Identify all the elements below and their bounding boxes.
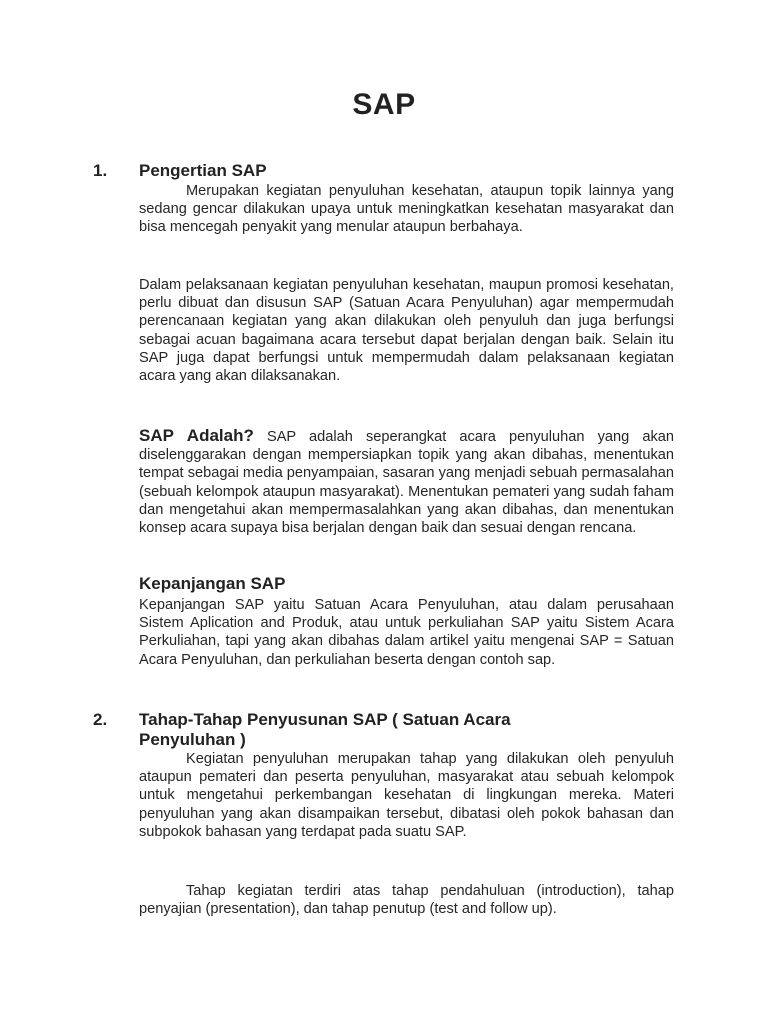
section-1-number: 1. [93,161,108,180]
kepanjangan-sap-heading: Kepanjangan SAP [139,574,286,593]
sap-adalah-text: SAP adalah seperangkat acara penyuluhan yang akan diselenggarakan dengan mempersiapkan topik yang akan dibahas, menentukan tempat sebagai media penyampaian, sasaran yang menjadi sebuah permasalahan (sebuah kelompok ataupun masyarakat). Menentukan pemateri yang sudah faham dan mengetahui akan mempermasalahkan yang akan dibahas, dan menentukan konsep acara supaya bisa berjalan dengan baik dan sesuai dengan rencana. [139,429,674,537]
sap-adalah-heading: SAP Adalah? [139,426,254,445]
section-1-paragraph-1: Merupakan kegiatan penyuluhan kesehatan, ataupun topik lainnya yang sedang gencar dilakukan upaya untuk meningkatkan kesehatan masyarakat dan bisa mencegah penyakit yang menular ataupun berbahaya. [139,183,674,236]
kepanjangan-sap-paragraph: Kepanjangan SAP yaitu Satuan Acara Penyuluhan, atau dalam perusahaan Sistem Aplication and Produk, atau untuk perkuliahan SAP yaitu Sistem Acara Perkuliahan, tapi yang akan dibahas dalam artikel yaitu mengenai SAP = Satuan Acara Penyuluhan, dan perkuliahan beserta dengan contoh sap. [139,597,674,668]
document-title: SAP [352,88,416,121]
section-1-paragraph-2: Dalam pelaksanaan kegiatan penyuluhan kesehatan, maupun promosi kesehatan, perlu dibuat dan disusun SAP (Satuan Acara Penyuluhan) agar mempermudah perencanaan kegiatan yang akan dilakukan oleh penyuluh dan juga berfungsi sebagai acuan bagaimana acara tersebut dapat berjalan dengan baik. Selain itu SAP juga dapat berfungsi untuk mempermudah dalam pelaksanaan kegiatan acara yang akan dilaksanakan. [139,277,674,385]
section-2-heading: Tahap-Tahap Penyusunan SAP ( Satuan Acara Penyuluhan ) [139,710,511,749]
section-2-paragraph-2: Tahap kegiatan terdiri atas tahap pendahuluan (introduction), tahap penyajian (presentation), dan tahap penutup (test and follow up). [139,883,674,918]
sap-adalah-paragraph [139,427,674,537]
section-2-paragraph-1: Kegiatan penyuluhan merupakan tahap yang dilakukan oleh penyuluh ataupun pemateri dan peserta penyuluhan, masyarakat atau sebuah kelompok untuk mengetahui perkembangan kesehatan di lingkungan mereka. Materi penyuluhan yang akan disampaikan tersebut, dibatasi oleh pokok bahasan dan subpokok bahasan yang terdapat pada suatu SAP. [139,751,674,840]
section-2-number: 2. [93,710,108,729]
section-1-heading: Pengertian SAP [139,161,267,180]
